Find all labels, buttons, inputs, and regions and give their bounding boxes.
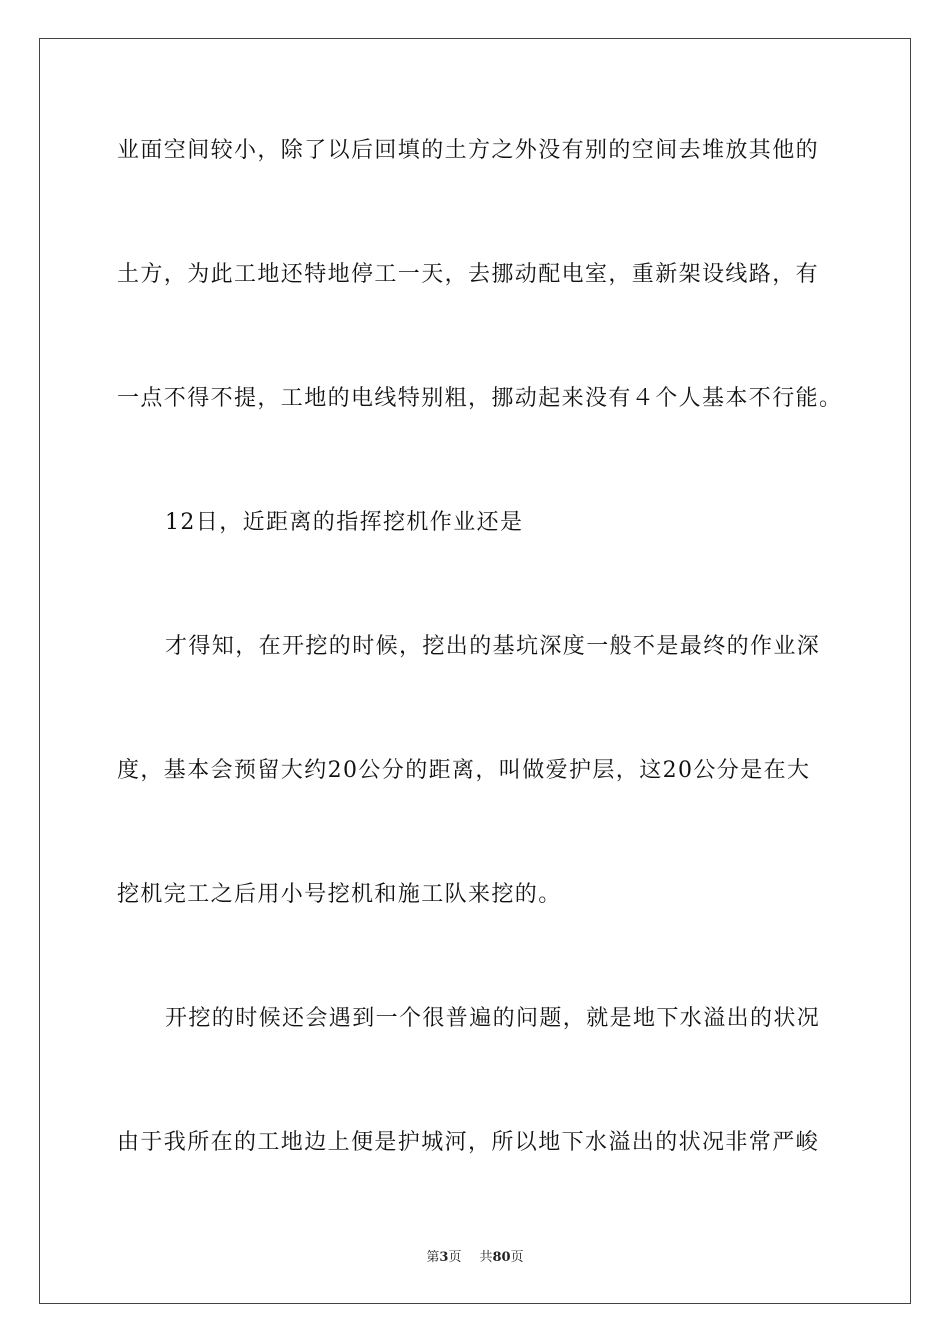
page-prefix: 第 bbox=[426, 1250, 440, 1265]
paragraph-line: 挖机完工之后用小号挖机和施工队来挖的。 bbox=[117, 882, 562, 907]
document-body bbox=[117, 0, 843, 1344]
paragraph-line: 业面空间较小，除了以后回填的土方之外没有别的空间去堆放其他的 bbox=[117, 138, 820, 163]
paragraph-line: 12日，近距离的指挥挖机作业还是 bbox=[165, 510, 524, 535]
total-prefix: 共 bbox=[479, 1250, 493, 1265]
paragraph-line: 土方，为此工地还特地停工一天，去挪动配电室，重新架设线路，有 bbox=[117, 262, 820, 287]
paragraph-line: 度，基本会预留大约20公分的距离，叫做爱护层，这20公分是在大 bbox=[117, 758, 811, 783]
paragraph-line: 由于我所在的工地边上便是护城河，所以地下水溢出的状况非常严峻 bbox=[117, 1130, 820, 1155]
paragraph-line: 一点不得不提，工地的电线特别粗，挪动起来没有４个人基本不行能。 bbox=[117, 386, 843, 411]
page-footer bbox=[0, 1249, 950, 1267]
total-pages: 80 bbox=[492, 1250, 511, 1265]
total-suffix: 页 bbox=[510, 1250, 524, 1265]
paragraph-line: 开挖的时候还会遇到一个很普遍的问题，就是地下水溢出的状况 bbox=[165, 1006, 821, 1031]
page-suffix: 页 bbox=[448, 1250, 462, 1265]
paragraph-line: 才得知，在开挖的时候，挖出的基坑深度一般不是最终的作业深 bbox=[165, 634, 821, 659]
page-number: 3 bbox=[439, 1250, 449, 1265]
